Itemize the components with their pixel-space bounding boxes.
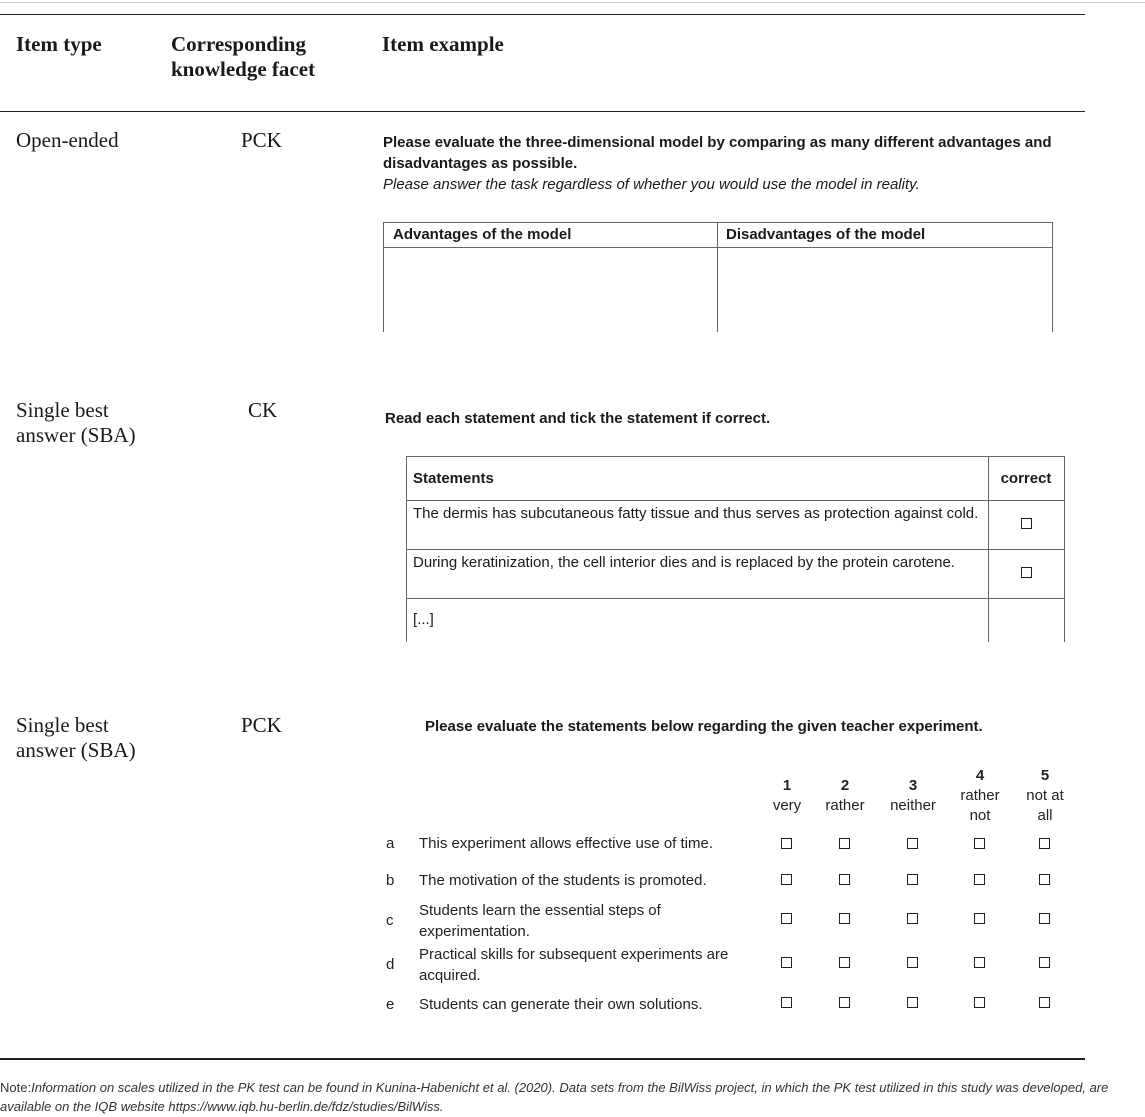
scale-3-number: 3 (908, 777, 918, 794)
scale-3 (883, 776, 943, 816)
likert-d-option-1-checkbox[interactable] (781, 957, 792, 968)
header-item-type: Item type (16, 32, 102, 56)
top-border (0, 2, 1145, 3)
likert-e-option-2-checkbox[interactable] (839, 997, 850, 1008)
likert-e-option-4-checkbox[interactable] (974, 997, 985, 1008)
likert-c-option-3-checkbox[interactable] (907, 913, 918, 924)
statement-1-checkbox[interactable] (1021, 518, 1032, 529)
disadvantages-header: Disadvantages of the model (726, 226, 926, 243)
likert-d-letter: d (386, 956, 395, 973)
row3-item-type: Single best answer (SBA) (16, 713, 136, 762)
likert-c-text: Students learn the essential steps of experimentation. (419, 902, 661, 940)
likert-b-option-5-checkbox[interactable] (1039, 874, 1050, 885)
statement-2-checkbox[interactable] (1021, 567, 1032, 578)
likert-b-letter: b (386, 872, 395, 889)
likert-d-option-2-checkbox[interactable] (839, 957, 850, 968)
note-label: Note: (0, 1080, 32, 1095)
scale-2-label: rather (825, 797, 865, 814)
scale-2-number: 2 (840, 777, 850, 794)
likert-b-option-1-checkbox[interactable] (781, 874, 792, 885)
likert-b-option-3-checkbox[interactable] (907, 874, 918, 885)
row2-example-table (406, 456, 1065, 642)
scale-1-number: 1 (782, 777, 792, 794)
scale-4-number: 4 (975, 767, 985, 784)
statement-ellipsis: [...] (413, 611, 434, 628)
row3-prompt: Please evaluate the statements below regarding the given teacher experiment. (425, 718, 983, 735)
likert-c-letter: c (386, 912, 394, 929)
likert-b-option-4-checkbox[interactable] (974, 874, 985, 885)
likert-d-option-3-checkbox[interactable] (907, 957, 918, 968)
likert-d-option-5-checkbox[interactable] (1039, 957, 1050, 968)
scale-1-label: very (772, 797, 802, 814)
statements-header: Statements (413, 470, 494, 487)
row1-item-type: Open-ended (16, 128, 119, 152)
row3-facet: PCK (241, 713, 282, 737)
likert-b-option-2-checkbox[interactable] (839, 874, 850, 885)
header-item-example: Item example (382, 32, 504, 56)
row2-facet: CK (248, 398, 278, 422)
likert-e-text: Students can generate their own solutions. (419, 996, 703, 1013)
likert-e-option-3-checkbox[interactable] (907, 997, 918, 1008)
scale-4 (950, 766, 1010, 826)
likert-d-option-4-checkbox[interactable] (974, 957, 985, 968)
row1-facet: PCK (241, 128, 282, 152)
likert-c-option-2-checkbox[interactable] (839, 913, 850, 924)
scale-5 (1015, 766, 1075, 826)
row1-prompt-note: Please answer the task regardless of whether you would use the model in reality. (383, 176, 920, 193)
row2-prompt: Read each statement and tick the statement if correct. (385, 410, 771, 427)
likert-a-option-4-checkbox[interactable] (974, 838, 985, 849)
likert-a-letter: a (386, 835, 395, 852)
table-bottom-rule (0, 1058, 1085, 1060)
likert-e-letter: e (386, 996, 395, 1013)
scale-1 (757, 776, 817, 816)
scale-2 (815, 776, 875, 816)
note-text: Information on scales utilized in the PK test can be found in Kunina-Habenicht et al. (2020). Data sets from the BilWiss project, in which the PK test utilized in this study was developed, are available on the IQB website https://www.iqb.hu-berlin.de/fdz/studies/BilWiss. (0, 1080, 1109, 1114)
scale-3-label: neither (890, 797, 936, 814)
row1-prompt: Please evaluate the three-dimensional model by comparing as many different advantages and disadvantages as possible. (383, 134, 1052, 172)
likert-c-option-1-checkbox[interactable] (781, 913, 792, 924)
likert-a-text: This experiment allows effective use of time. (419, 835, 714, 852)
likert-b-text: The motivation of the students is promoted. (419, 872, 707, 889)
row1-example-table (383, 222, 1053, 332)
row2-item-type: Single best answer (SBA) (16, 398, 136, 447)
scale-5-number: 5 (1040, 767, 1050, 784)
statement-1: The dermis has subcutaneous fatty tissue and thus serves as protection against cold. (413, 505, 979, 522)
likert-a-option-1-checkbox[interactable] (781, 838, 792, 849)
advantages-header: Advantages of the model (393, 226, 572, 243)
likert-c-option-4-checkbox[interactable] (974, 913, 985, 924)
header-knowledge-facet: Corresponding knowledge facet (171, 32, 316, 81)
scale-5-label: not at all (1026, 787, 1064, 824)
likert-d-text: Practical skills for subsequent experiments are acquired. (419, 946, 729, 984)
table-top-rule (0, 14, 1085, 15)
likert-a-option-2-checkbox[interactable] (839, 838, 850, 849)
likert-a-option-3-checkbox[interactable] (907, 838, 918, 849)
likert-a-option-5-checkbox[interactable] (1039, 838, 1050, 849)
correct-header: correct (1000, 470, 1052, 487)
table-note (0, 1078, 1145, 1116)
statement-2: During keratinization, the cell interior dies and is replaced by the protein carotene. (413, 554, 955, 571)
likert-e-option-5-checkbox[interactable] (1039, 997, 1050, 1008)
scale-4-label: rather not (960, 787, 1000, 824)
likert-c-option-5-checkbox[interactable] (1039, 913, 1050, 924)
likert-e-option-1-checkbox[interactable] (781, 997, 792, 1008)
header-rule (0, 111, 1085, 112)
